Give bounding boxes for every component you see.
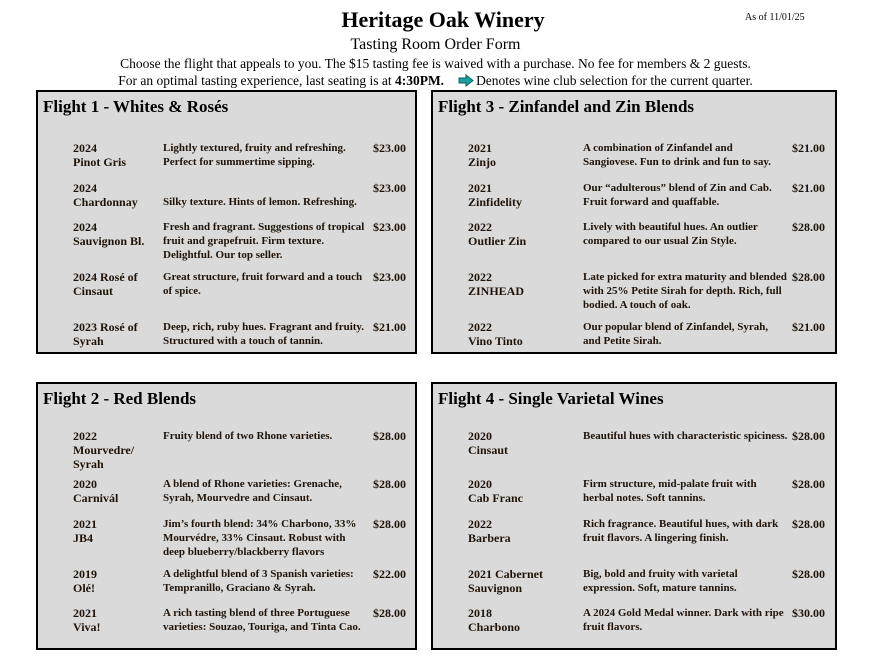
wine-name: 2022 Outlier Zin	[468, 220, 527, 248]
wine-price: $28.00	[373, 429, 406, 443]
wine-name: 2021 Viva!	[73, 606, 101, 634]
wine-price: $28.00	[373, 477, 406, 491]
fee-info: Choose the flight that appeals to you. The $15 tasting fee is waived with a purchase. No fee for members & 2 guests.	[120, 56, 751, 71]
wine-description: Lightly textured, fruity and refreshing. Perfect for summertime sipping.	[163, 142, 346, 168]
wine-price: $22.00	[373, 567, 406, 581]
wine-price: $28.00	[792, 567, 825, 581]
wine-description: Late picked for extra maturity and blended with 25% Petite Sirah for depth. Rich, full bodied. A touch of oak.	[583, 271, 787, 311]
wine-price: $23.00	[373, 220, 406, 234]
form-subtitle: Tasting Room Order Form	[350, 36, 521, 53]
wine-price: $28.00	[792, 429, 825, 443]
wine-description: Great structure, fruit forward and a touch of spice.	[163, 271, 363, 297]
wine-price: $23.00	[373, 270, 406, 284]
wine-name: 2022 ZINHEAD	[468, 270, 525, 298]
wine-name: 2020 Carnivál	[73, 477, 119, 505]
wine-price: $28.00	[792, 517, 825, 531]
wine-description: Our popular blend of Zinfandel, Syrah, and Petite Sirah.	[583, 321, 769, 347]
wine-name: 2021 Zinfidelity	[468, 181, 523, 209]
flight-title: Flight 2 - Red Blends	[43, 389, 197, 408]
wine-price: $28.00	[792, 477, 825, 491]
flight-4-panel	[431, 382, 837, 650]
wine-name: 2020 Cab Franc	[468, 477, 523, 505]
wine-price: $30.00	[792, 606, 825, 620]
wine-description: Big, bold and fruity with varietal expression. Soft, mature tannins.	[583, 568, 738, 594]
wine-name: 2019 Olé!	[73, 567, 97, 595]
seating-text: For an optimal tasting experience, last seating is at	[118, 73, 395, 88]
wine-price: $28.00	[792, 270, 825, 284]
wine-price: $28.00	[373, 517, 406, 531]
wine-club-legend: Denotes wine club selection for the current quarter.	[476, 73, 753, 88]
wine-description: A combination of Zinfandel and Sangiovese. Fun to drink and fun to say.	[583, 142, 771, 168]
flight-1-panel	[36, 90, 417, 354]
wine-description: Rich fragrance. Beautiful hues, with dark fruit flavors. A lingering finish.	[583, 518, 779, 544]
wine-description: Lively with beautiful hues. An outlier compared to our usual Zin Style.	[583, 221, 758, 247]
wine-name: 2021 JB4	[73, 517, 97, 545]
flight-3-panel	[431, 90, 837, 354]
wine-name: 2022 Barbera	[468, 517, 511, 545]
wine-description: Firm structure, mid-palate fruit with herbal notes. Soft tannins.	[583, 478, 757, 504]
flight-title: Flight 3 - Zinfandel and Zin Blends	[438, 97, 695, 116]
wine-name: 2018 Charbono	[468, 606, 521, 634]
wine-description: A 2024 Gold Medal winner. Dark with ripe fruit flavors.	[583, 607, 784, 633]
wine-description: Deep, rich, ruby hues. Fragrant and fruity. Structured with a touch of tannin.	[163, 321, 365, 347]
wine-price: $21.00	[792, 141, 825, 155]
wine-price: $21.00	[792, 320, 825, 334]
wine-name: 2022 Mourvedre/ Syrah	[73, 429, 135, 471]
seating-info	[0, 73, 871, 91]
flight-title: Flight 1 - Whites & Rosés	[43, 97, 229, 116]
wine-description: Beautiful hues with characteristic spiciness.	[583, 430, 788, 442]
seating-time: 4:30PM.	[394, 73, 445, 88]
wine-price: $21.00	[792, 181, 825, 195]
wine-name: 2023 Rosé of Syrah	[73, 320, 138, 348]
wine-description: A delightful blend of 3 Spanish varieties: Tempranillo, Graciano & Syrah.	[163, 568, 354, 594]
wine-description: Silky texture. Hints of lemon. Refreshing.	[163, 196, 357, 208]
flight-2-panel	[36, 382, 417, 650]
wine-description: Our “adulterous” blend of Zin and Cab. Fruit forward and quaffable.	[583, 182, 772, 208]
wine-name: 2020 Cinsaut	[468, 429, 509, 457]
wine-price: $23.00	[373, 141, 406, 155]
wine-name: 2024 Rosé of Cinsaut	[73, 270, 138, 298]
wine-price: $28.00	[792, 220, 825, 234]
wine-name: 2021 Zinjo	[468, 141, 497, 169]
wine-description: Fruity blend of two Rhone varieties.	[163, 430, 333, 442]
winery-title: Heritage Oak Winery	[341, 7, 545, 32]
as-of-date: As of 11/01/25	[745, 12, 805, 23]
wine-price: $23.00	[373, 181, 406, 195]
wine-price: $28.00	[373, 606, 406, 620]
right-arrow-icon	[458, 74, 474, 91]
wine-description: A blend of Rhone varieties: Grenache, Syrah, Mourvedre and Cinsaut.	[163, 478, 342, 504]
wine-name: 2024 Pinot Gris	[73, 141, 126, 169]
wine-name: 2024 Chardonnay	[73, 181, 138, 209]
wine-description: Fresh and fragrant. Suggestions of tropical fruit and grapefruit. Firm texture. Delightful. Our top seller.	[163, 221, 365, 261]
wine-name: 2024 Sauvignon Bl.	[73, 220, 145, 248]
wine-description: A rich tasting blend of three Portuguese varieties: Souzao, Touriga, and Tinta Cao.	[163, 607, 361, 633]
wine-name: 2021 Cabernet Sauvignon	[468, 567, 543, 595]
wine-price: $21.00	[373, 320, 406, 334]
wine-description: Jim’s fourth blend: 34% Charbono, 33% Mourvédre, 33% Cinsaut. Robust with deep blueberry/blackberry flavors	[163, 518, 357, 558]
wine-name: 2022 Vino Tinto	[468, 320, 523, 348]
flight-title: Flight 4 - Single Varietal Wines	[438, 389, 664, 408]
